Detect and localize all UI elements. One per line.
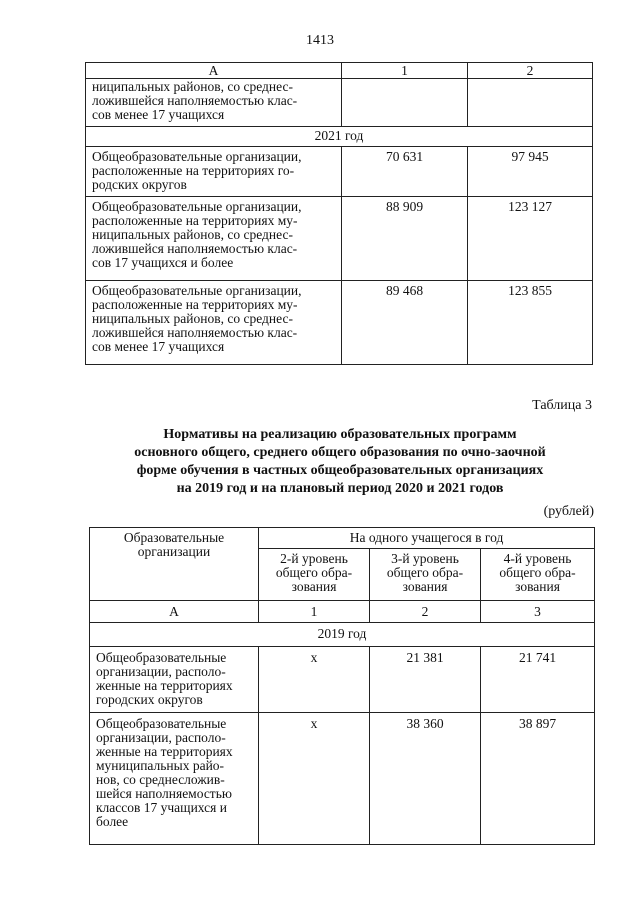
value-cell: 38 360 — [370, 713, 481, 845]
table-heading: Нормативы на реализацию образовательных программ основного общего, среднего общего образования по очно-заочной форме обучения в частных общеобразовательных организациях на 2019 год и на плановый период 2020 и 2021 годов — [134, 427, 546, 496]
table-header-row — [86, 63, 593, 79]
table-row — [90, 647, 595, 713]
year-row — [90, 623, 595, 647]
header-cell: 2 — [468, 63, 593, 79]
header-organizations: Образовательные организации — [90, 528, 259, 601]
table-header-row — [90, 528, 595, 549]
value-cell: 97 945 — [468, 147, 593, 197]
value-cell: 38 897 — [481, 713, 595, 845]
row-label: Общеобразовательные организации, располо- женные на территориях муниципальных райо- нов, со среднесложив- шейся наполняемостью классов 17 учащихся и более — [90, 713, 259, 845]
units-label: (рублей) — [543, 504, 594, 519]
table-3 — [89, 527, 595, 845]
value-cell: 89 468 — [342, 281, 468, 365]
header-level-2: 2-й уровень общего обра- зования — [259, 549, 370, 601]
index-cell: 2 — [370, 601, 481, 623]
table-2021 — [85, 62, 593, 365]
value-cell: 21 381 — [370, 647, 481, 713]
value-cell: 70 631 — [342, 147, 468, 197]
header-cell: А — [86, 63, 342, 79]
index-row — [90, 601, 595, 623]
value-cell: х — [259, 713, 370, 845]
value-cell: 123 855 — [468, 281, 593, 365]
row-label: Общеобразовательные организации, расположенные на территориях му- ниципальных районов, со среднес- ложившейся наполняемостью клас- сов менее 17 учащихся — [86, 281, 342, 365]
row-label: Общеобразовательные организации, расположенные на территориях му- ниципальных районов, со среднес- ложившейся наполняемостью клас- сов 17 учащихся и более — [86, 197, 342, 281]
value-cell: х — [259, 647, 370, 713]
header-level-3: 3-й уровень общего обра- зования — [370, 549, 481, 601]
header-per-student: На одного учащегося в год — [259, 528, 595, 549]
table-row — [86, 147, 593, 197]
value-cell: 21 741 — [481, 647, 595, 713]
table-row — [86, 281, 593, 365]
value-cell: 123 127 — [468, 197, 593, 281]
table-row — [86, 197, 593, 281]
row-label: Общеобразовательные организации, располо- женные на территориях городских округов — [90, 647, 259, 713]
year-label: 2019 год — [90, 623, 595, 647]
index-cell: А — [90, 601, 259, 623]
table-label: Таблица 3 — [532, 398, 592, 413]
year-row — [86, 127, 593, 147]
index-cell: 1 — [259, 601, 370, 623]
table-row — [90, 713, 595, 845]
row-label: Общеобразовательные организации, расположенные на территориях го- родских округов — [86, 147, 342, 197]
page-number: 1413 — [306, 33, 334, 48]
header-cell: 1 — [342, 63, 468, 79]
row-label: ниципальных районов, со среднес- ложившейся наполняемостью клас- сов менее 17 учащихся — [86, 79, 342, 127]
index-cell: 3 — [481, 601, 595, 623]
value-cell: 88 909 — [342, 197, 468, 281]
year-label: 2021 год — [86, 127, 593, 147]
header-level-4: 4-й уровень общего обра- зования — [481, 549, 595, 601]
table-row — [86, 79, 593, 127]
